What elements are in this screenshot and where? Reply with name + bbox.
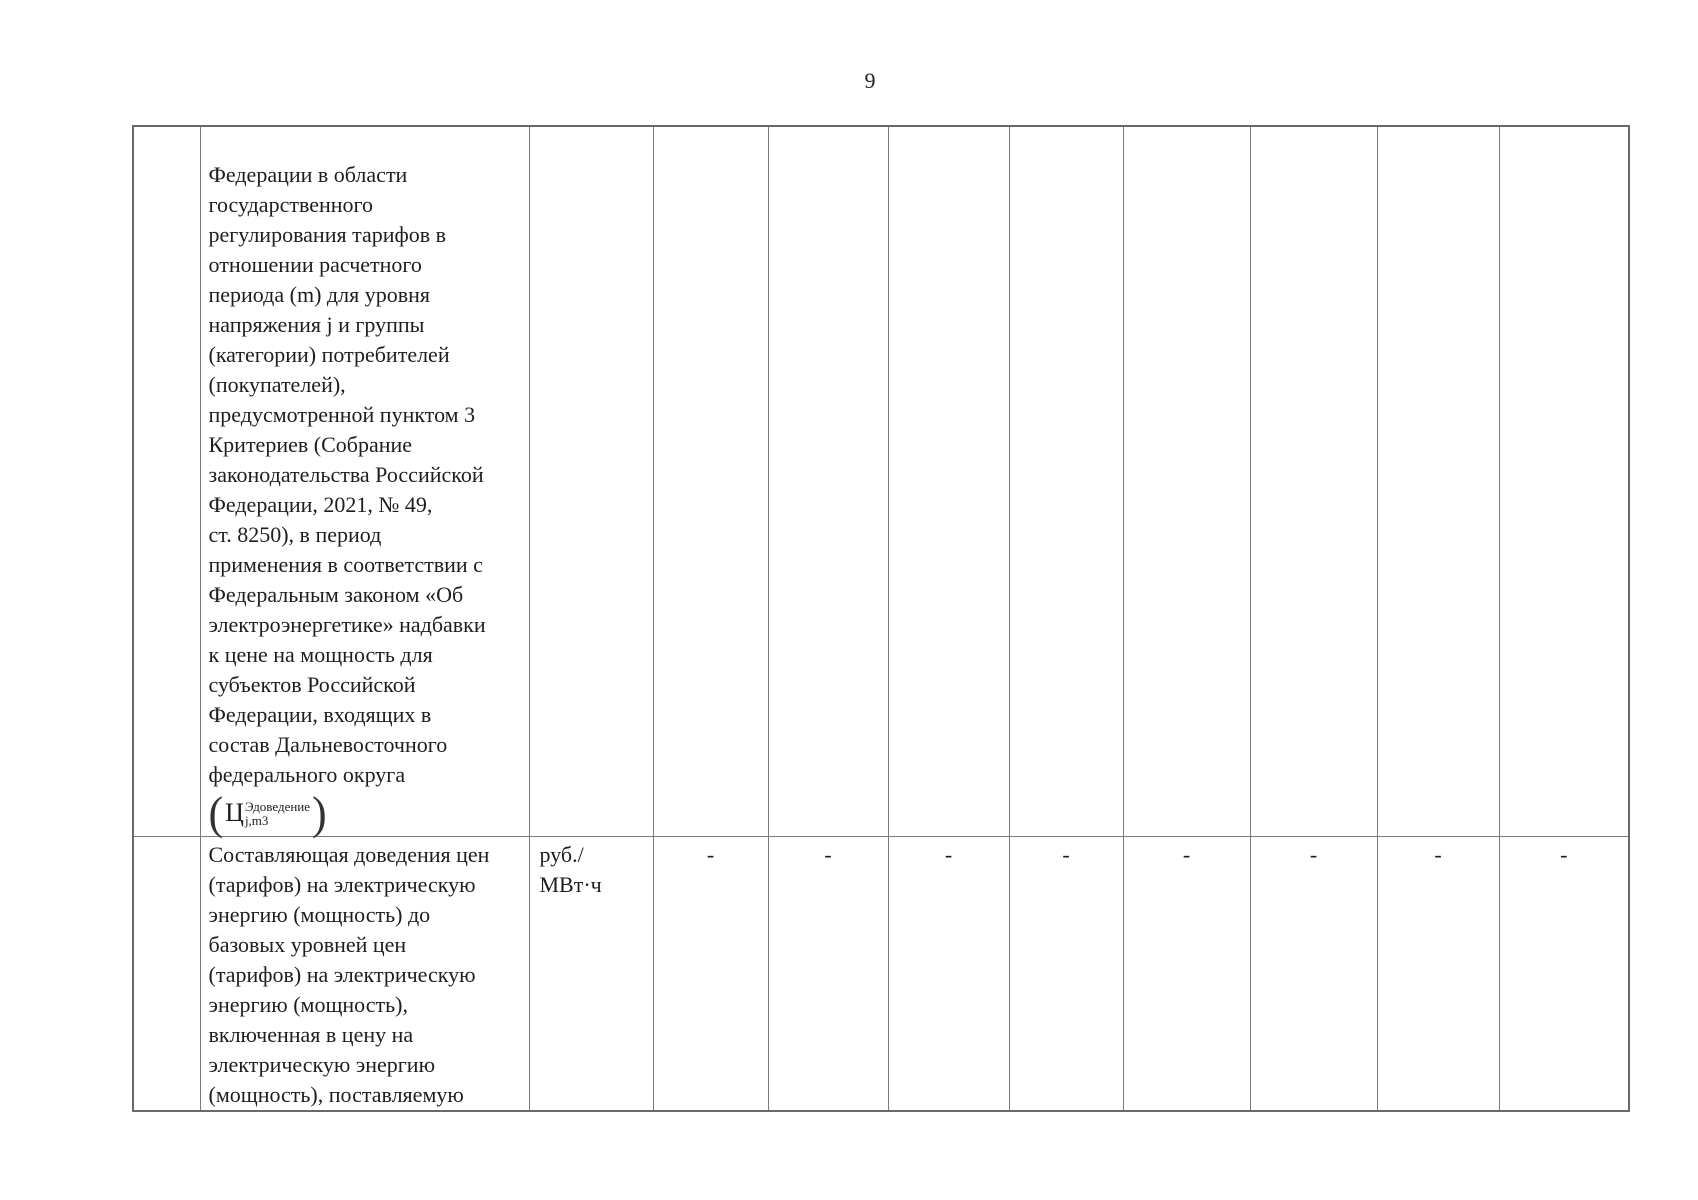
description-cell: Составляющая доведения цен (тарифов) на электрическую энергию (мощность) до базовых уровней цен (тарифов) на электрическую энергию (мощность), включенная в цену на электрическую энергию (мощность), поставляемую xyxy=(200,837,529,1112)
value-cell xyxy=(888,126,1009,837)
formula-open-paren: ( xyxy=(208,787,224,840)
value-cell: - xyxy=(1499,837,1629,1112)
page-number: 9 xyxy=(864,68,876,93)
value-cell xyxy=(1499,126,1629,837)
description-text: Федерации в области государственного регулирования тарифов в отношении расчетного периода (m) для уровня напряжения j и группы (категории) потребителей (покупателей), предусмотренной пунктом 3 Критериев (Собрание законодательства Российской Федерации, 2021, № 49, ст. 8250), в период применения в соответствии с Федеральным законом «Об электроэнергетике» надбавки к цене на мощность для субъектов Российской Федерации, входящих в состав Дальневосточного федерального округа xyxy=(208,162,486,787)
value-cell xyxy=(1250,126,1377,837)
value-cell xyxy=(1009,126,1123,837)
value-cell: - xyxy=(1123,837,1250,1112)
row-number-cell xyxy=(133,126,200,837)
value-cell: - xyxy=(888,837,1009,1112)
unit-cell xyxy=(529,126,653,837)
price-formula xyxy=(208,787,327,840)
value-cell: - xyxy=(768,837,888,1112)
table-row xyxy=(133,837,1629,1112)
value-cell: - xyxy=(1377,837,1499,1112)
row-number-cell xyxy=(133,837,200,1112)
table-row xyxy=(133,126,1629,837)
value-cell xyxy=(768,126,888,837)
value-cell: - xyxy=(1250,837,1377,1112)
value-cell xyxy=(1377,126,1499,837)
value-cell xyxy=(1123,126,1250,837)
formula-subscript: j,m3 xyxy=(244,813,269,828)
formula-superscript: Эдоведение xyxy=(244,799,311,814)
formula-base: Ц xyxy=(225,798,244,827)
unit-cell: руб./ МВт·ч xyxy=(529,837,653,1112)
formula-close-paren: ) xyxy=(312,787,327,840)
value-cell xyxy=(653,126,768,837)
formula-symbol xyxy=(225,800,310,828)
value-cell: - xyxy=(1009,837,1123,1112)
description-cell xyxy=(200,126,529,840)
formula-scripts xyxy=(245,800,310,828)
tariff-table xyxy=(132,125,1630,1112)
value-cell: - xyxy=(653,837,768,1112)
